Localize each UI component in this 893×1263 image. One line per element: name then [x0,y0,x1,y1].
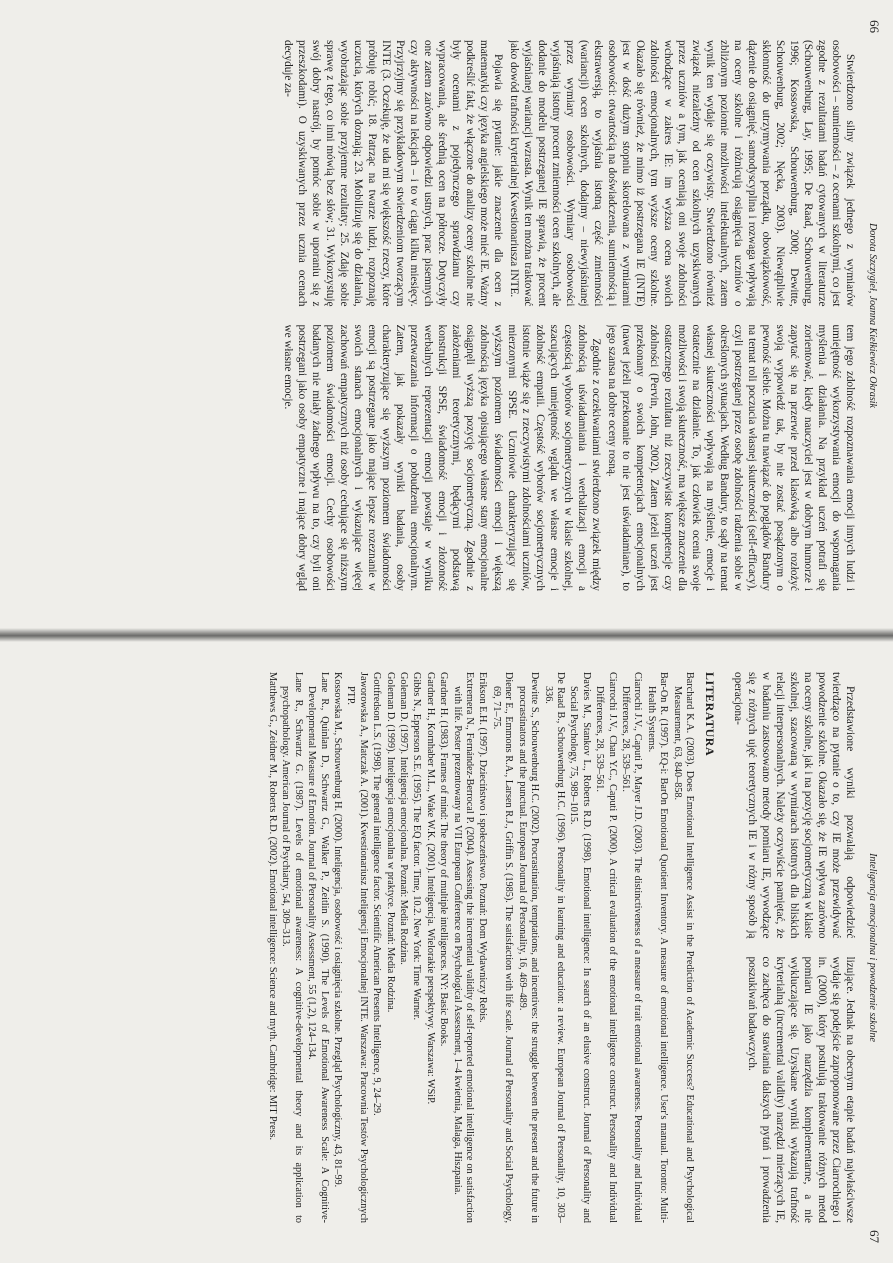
right-text-columns [729,672,857,1223]
reference-entry: Gardner H., Kornhaber M.L., Wake W.K. (2001). Inteligencja. Wielorakie perspektywy. Warszawa: WSiP. [424,672,436,1105]
running-head-right: Inteligencja emocjonalna i powodzenie szkolne [867,853,878,1042]
right-column-2 [729,957,857,1224]
right-page [0,632,893,1263]
reference-entry: Matthews G., Zeidner M., Roberts R.D. (2002). Emotional intelligence: Science and myth. Cambridge: MIT Press. [267,672,278,1141]
reference-entry: Lane R., Quinlan D., Schwartz G., Walker P., Zeitlin S. (1990). The Levels of Emotional Awareness Scale: A Cognitive-Developmental Measure of Emotion. Journal of Personality Assessment, 55 (1,2), 124–134. [306,672,330,1223]
reference-entry: Dewitte S., Schouwenburg H.C. (2002). Procrastination, temptations, and incentives: the struggle between the present and the future in procrastinators and the punctual. European Journal of Personality, 16, 469–489. [516,672,541,1223]
paragraph: tem jego zdolność rozpoznawania emocji innych ludzi i umiejętność wykorzystywania emocji do wspomagania myślenia i działania. Na przykład uczeń potrafi się zorientować, kiedy nauczyciel jest w dobrym humorze i zapytać się na przerwie przed klasówką albo rozłożyć swoją wypowiedź tak, by nie zostać posądzonym o pewność siebie. Można tu nawiązać do poglądów Bandury na temat roli poczucia własnej skuteczności (self-efficacy), czyli postrzeganej przez osobę zdolności radzenia sobie w określonych sytuacjach. Według Bandury, to sądy na temat własnej skuteczności wpływają na myślenie, emocje i ostatecznie na działanie. To, jak człowiek ocenia swoje możliwości i swoją skuteczność, ma większe znaczenie dla ostatecznego rezultatu niż rzeczywiste kompetencje czy zdolności (Pervin, John, 2002). Zatem jeżeli uczeń jest przekonany o swoich kompetencjach emocjonalnych (nawet jeżeli przekonanie to nie jest uświadamiane), to jego szansa na dobre oceny rosną. [606,324,856,591]
reference-entry: Goleman D. (1997). Inteligencja emocjonalna. Poznań: Media Rodzina. [398,672,410,965]
left-column-1 [20,40,857,307]
reference-entry: Erikson E.H. (1997). Dzieciństwo i społeczeństwo. Poznań: Dom Wydawniczy Rebis. [477,672,489,1023]
reference-entry: Ciarrochi J.V., Caputi P., Mayer J.D. (2003). The distinctiveness of a measure of trait emotional awareness. Personality and Individual Differences, 28, 539–561. [619,672,644,1223]
running-head-left: Dorota Szczygieł, Joanna Kiełkiewicz Okrasik [867,223,878,408]
right-column-1 [729,672,857,939]
reference-entry: Extremera N., Fernández-Berrocal P. (2004). Assessing the incremental validity of self-reported emotional intelligence on satisfaction with life. Poster prezentowany na VII European Conference on Psychological Assessment, 1–4 kwietnia, Malaga, Hiszpania. [451,672,476,1223]
page-number-left: 66 [867,20,882,33]
reference-entry: Davies M., Stankov L., Roberts R.D. (1998). Emotional intelligence: In search of an elusive construct. Journal of Personality and Social Psychology, 75, 989–1015. [568,672,592,1223]
reference-entry: Goleman D. (1999). Inteligencja emocjonalna w praktyce. Poznań: Media Rodzina. [384,672,396,1013]
reference-entry: Bar-On R. (1997). EQ-i: BarOn Emotional Quotient Inventory. A measure of emotional intelligence. User's manual. Toronto: Multi-Health Systems. [645,672,670,1223]
paragraph: lizujące. Jednak na obecnym etapie badań najwłaściwsze wydaje się podejście zaproponowane przez Ciarrochiego i in. (2000), który postulują traktowanie różnych metod pomiaru IE jako narzędzia komplementarne, a nie wykluczające się. Uzyskane wyniki wykazują trafność kryterialną (incremental validity) narzędzi mierzących IE, co zachęca do stawiania dalszych pytań i prowadzenia poszukiwań badawczych. [746,956,856,1223]
reference-entry: Gardner H. (1983). Frames of mind: The theory of multiple intelligences. NY: Basic Books. [438,672,450,1047]
reference-entry: Diener E., Emmons R.A., Larsen R.J., Griffin S. (1985). The satisfaction with life scale. Journal of Personality and Social Psychology, 69, 71–75. [490,672,515,1223]
reference-entry: Gottfredson L.S. (1998). The general intelligence factor. Scientific American Presents Intelligence, 9, 24–29. [371,672,383,1116]
left-column-2 [20,325,857,592]
paragraph: Stwierdzono silny związek jednego z wymiarów osobowości – sumienności – z ocenami szkolnymi, co jest zgodne z rezultatami badań cytowanych w literaturze (Schouwenburg, Lay, 1995; De Raad, Schouwenburg, 1996; Kossowska, Schouwenburg, 2000; Dewitte, Schouwenburg, 2002; Nęcka, 2003). Niewątpliwie skłonność do utrzymywania porządku, obowiązkowość, dążenie do osiągnięć, samodyscyplina i rozwaga wpływają na oceny szkolne i różnicują osiągnięcia uczniów o zbliżonym poziomie możliwości intelektualnych, zatem wynik ten wydaje się oczywisty. Stwierdzono również związek niezależny od ocen szkolnych uzyskiwanych przez uczniów a tym, jak oceniają oni swoje zdolności wchodzące w zakres IE: im wyższa ocena swoich zdolności emocjonalnych, tym wyższe oceny szkolne. Okazało się również, że mimo iż postrzegana IE (INTE) jest w dość dużym stopniu skorelowana z wymiarami osobowości: otwartością na doświadczenia, sumiennością i ekstrawersją, to wyjaśnia istotną część zmienności (wariancji) ocen szkolnych, dodajmy – niewyjaśnianej przez wymiary osobowości. Wymiary osobowości wyjaśniają istotny procent zmienności ocen szkolnych, ale dodanie do modelu postrzeganej IE sprawia, że procent wyjaśnianej wariancji wzrasta. Wynik ten można traktować jako dowód trafności kryterialnej Kwestionariusza INTE. [508,40,856,307]
reference-entry: Gibbs N., Epperson S.E. (1995). The EQ factor. Time, 10.2. New York: Time Warner. [411,672,423,1020]
reference-entry: Barchard K.A. (2003). Does Emotional Intelligence Assist in the Prediction of Academic Success? Educational and Psychological Measurement, 63, 840–858. [671,672,695,1223]
left-columns [20,40,857,591]
references-heading: LITERATURA [703,672,717,757]
paragraph: Przedstawione wyniki pozwalają odpowiedzieć twierdząco na pytanie o to, czy IE może przewidywać powodzenie szkolne. Okazało się, że IE wpływa zarówno na oceny szkolne, jak i na pozycję socjometryczną w klasie szkolnej, szacowaną w wymiarach istotnych dla bliskich relacji interpersonalnych. Należy oczywiście pamiętać, że w badaniu zastosowano metody pomiaru IE, wywodzące się z różnych ujęć teoretycznych IE i w różny sposób ją operacjona- [732,672,856,939]
reference-entry: Lane R., Schwartz G. (1987). Levels of emotional awareness: A cognitive-developmental theory and its application to psychopathology. American Journal of Psychiatry, 54, 309–313. [280,672,304,1223]
page-number-right: 67 [867,1230,882,1243]
left-page [0,0,893,631]
reference-entry: Jaworowska A., Matczak A. (2001). Kwestionariusz Inteligencji Emocjonalnej INTE. Warszawa: Pracownia Testów Psychologicznych PTP. [345,672,369,1223]
reference-entry: Kossowska M., Schouwenburg H. (2000). Inteligencja, osobowość i osiągnięcia szkolne. Przegląd Psychologiczny, 43, 81–99. [332,672,344,1188]
references-list [266,672,695,1223]
reference-entry: Ciarrochi J.V., Chan Y.C., Caputi P. (2000). A critical evaluation of the emotional intelligence construct. Personality and Individual Differences, 28, 539–561. [594,672,618,1223]
paragraph: Pojawia się pytanie: jakie znaczenie dla ocen z matematyki czy języka angielskiego może mieć IE. Ważny podkreślić fakt, że włączone do analizy oceny szkolne nie były ocenami z pojedynczego sprawdzianu czy wypracowania, ale średnią ocen na półrocze. Dotyczyły one zatem zarówno odpowiedzi ustnych, prac pisemnych czy aktywności na lekcjach – i to w ciągu kilku miesięcy. Przyjrzyjmy się przykładowym stwierdzeniom tworzącym INTE (3. Oczekuję, że uda mi się większość rzeczy, które próbuję robić; 18. Patrząc na twarze ludzi, rozpoznaję uczucia, których doznają; 23. Mobilizuję się do działania, wyobrażając sobie przyjemne rezultaty; 25. Zdaję sobie sprawę z tego, co inni mówią bez słów; 31. Wykorzystuję swój dobry nastrój, by pomóc sobie w uporaniu się z przeszkodami). O uzyskiwanych przez ucznia ocenach decyduje za- [282,40,504,307]
reference-entry: De Raad B., Schouwenburg H.C. (1996). Personality in learning and education: a review. European Journal of Personality, 10, 303–336. [542,672,566,1223]
paragraph: Zgodnie z oczekiwaniami stwierdzono związek między zdolnością uświadamiania i werbalizacji emocji a częstością wyborów socjometrycznych w klasie szkolnej, szacujących umiejętność wglądu we własne emocje i zdolność empatii. Częstość wyborów socjometrycznych istotnie wiąże się z rzeczywistymi zdolnościami uczniów, mierzonymi SPSE. Uczniowie charakteryzujący się wyższym poziomem świadomości emocji i większą zdolnością języka opisującego własne stany emocjonalne osiągnęli wyższą pozycję socjometryczną. Zgodnie z założeniami teoretycznymi, będącymi podstawą konstrukcji SPSE, świadomość emocji i złożoność werbalnych reprezentacji emocji powstaje w wyniku przetwarzania informacji o pobudzeniu emocjonalnym. Zatem, jak pokazały wyniki badania, osoby charakteryzujące się wyższym poziomem świadomości emocji są postrzegane jako mające lepsze rozeznanie w swoich stanach emocjonalnych i wykazujące więcej zachowań empatycznych niż osoby cechujące się niższym poziomem świadomości emocji. Cechy osobowości badanych nie miały żadnego wpływu na to, czy byli oni postrzegani jako osoby empatyczne i mające dobry wgląd we własne emocje. [282,324,602,591]
